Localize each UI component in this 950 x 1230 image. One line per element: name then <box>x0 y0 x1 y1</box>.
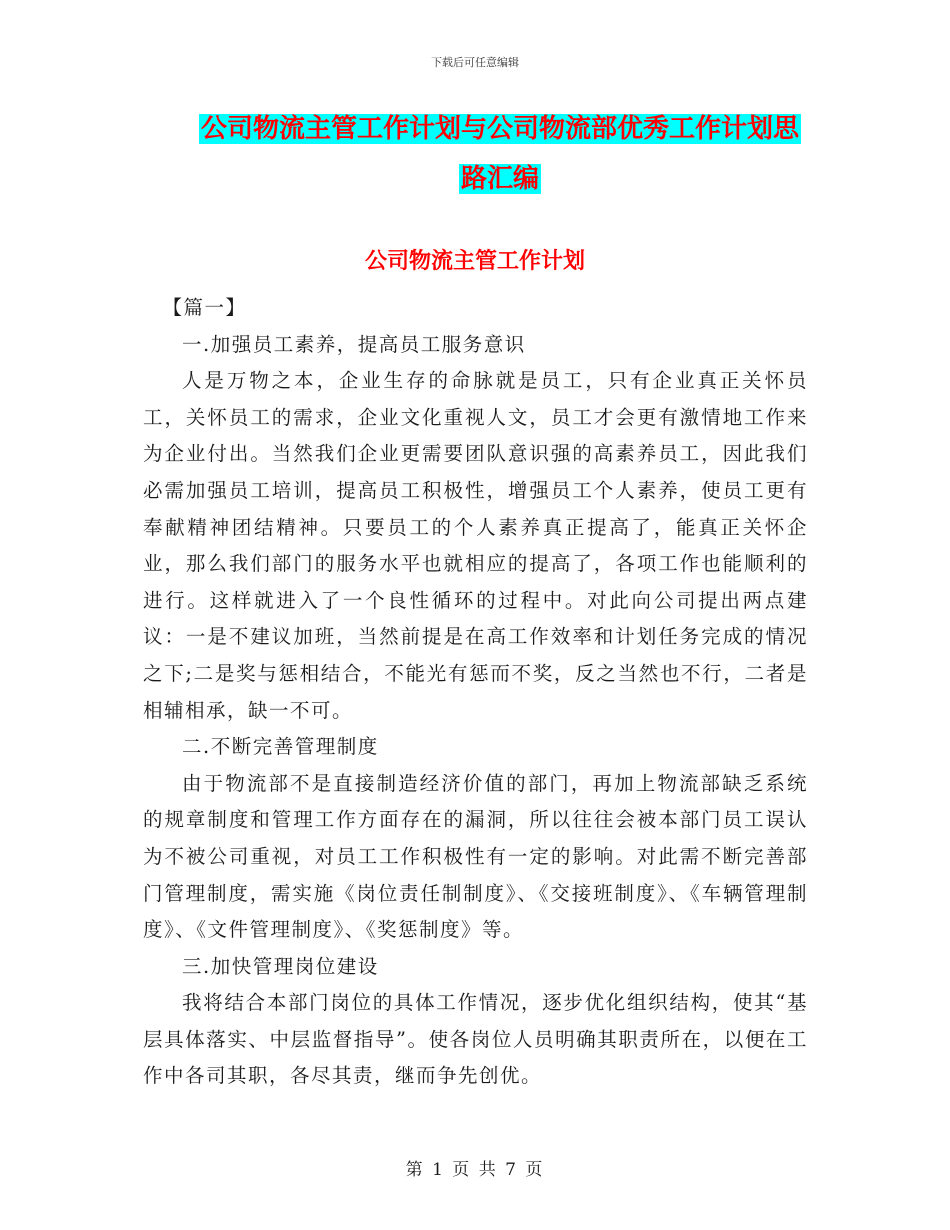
section-title: 公司物流主管工作计划 <box>364 249 585 274</box>
paragraph-2: 由于物流部不是直接制造经济价值的部门，再加上物流部缺乏系统的规章制度和管理工作方面存在的漏洞，所以往往会被本部门员工误认为不被公司重视，对员工工作积极性有一定的影响。对此需不断完善部门管理制度，需实施《岗位责任制制度》、《交接班制度》、《车辆管理制度》、《文件管理制度》、《奖惩制度》等。 <box>143 771 808 942</box>
header-note: 下载后可任意编辑 <box>431 56 519 69</box>
paragraph-1: 人是万物之本，企业生存的命脉就是员工，只有企业真正关怀员工，关怀员工的需求，企业文化重视人文，员工才会更有激情地工作来为企业付出。当然我们企业更需要团队意识强的高素养员工，因此我们必需加强员工培训，提高员工积极性，增强员工个人素养，使员工更有奉献精神团结精神。只要员工的个人素养真正提高了，能真正关怀企业，那么我们部门的服务水平也就相应的提高了，各项工作也能顺利的进行。这样就进入了一个良性循环的过程中。对此向公司提出两点建议：一是不建议加班，当然前提是在高工作效率和计划任务完成的情况之下;二是奖与惩相结合，不能光有惩而不奖，反之当然也不行，二者是相辅相承，缺一不可。 <box>143 369 808 722</box>
heading-3: 三.加快管理岗位建设 <box>182 954 379 978</box>
document-title-line-2: 路汇编 <box>460 164 539 194</box>
document-title-line-1: 公司物流主管工作计划与公司物流部优秀工作计划思 <box>200 114 799 144</box>
heading-1: 一.加强员工素养，提高员工服务意识 <box>182 332 526 356</box>
document-body <box>143 290 808 1095</box>
paragraph-3: 我将结合本部门岗位的具体工作情况，逐步优化组织结构，使其“基层具体落实、中层监督指导”。使各岗位人员明确其职责所在，以便在工作中各司其职，各尽其责，继而争先创优。 <box>143 991 808 1088</box>
page-footer: 第 1 页 共 7 页 <box>405 1160 545 1180</box>
chapter-label: 【篇一】 <box>162 296 247 319</box>
heading-2: 二.不断完善管理制度 <box>182 735 379 759</box>
document-title <box>140 104 860 204</box>
